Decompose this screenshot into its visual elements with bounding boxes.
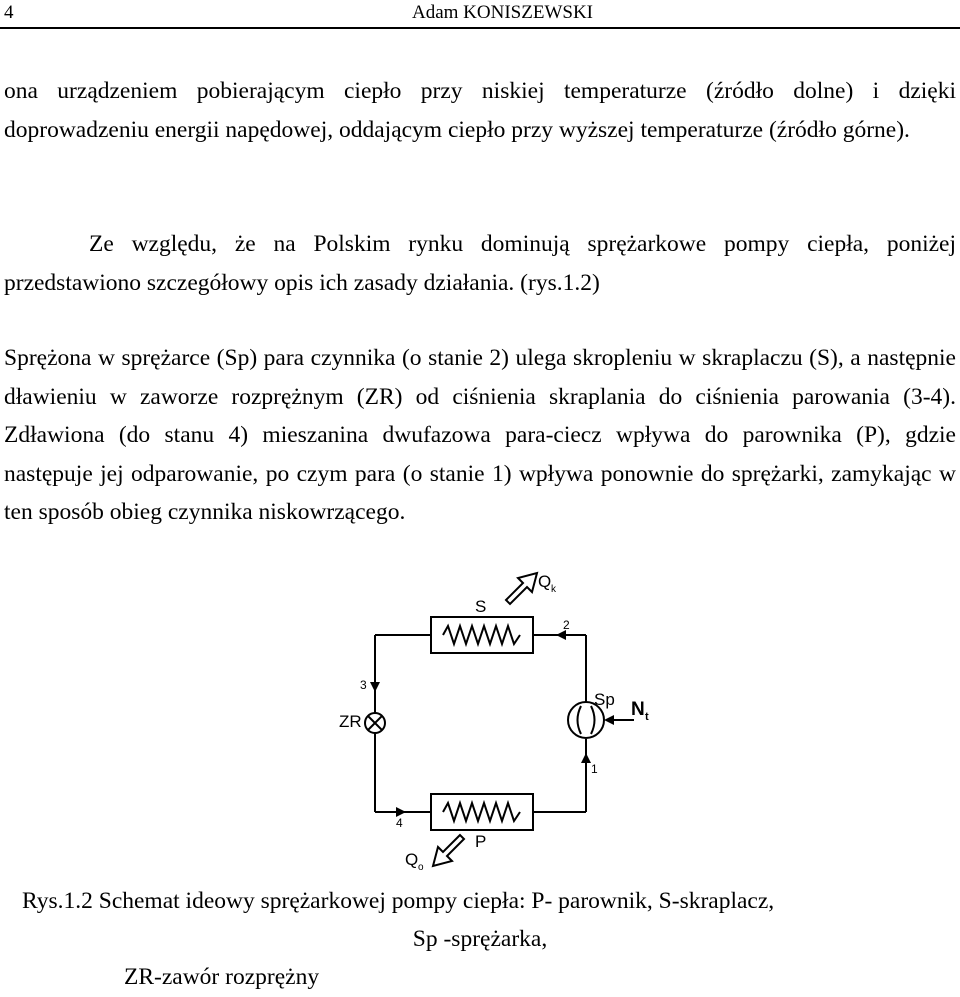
header-rule bbox=[0, 27, 960, 29]
flow-arrows bbox=[370, 630, 591, 817]
state-3-label: 3 bbox=[360, 678, 367, 692]
power-subscript: t bbox=[645, 711, 649, 723]
arrow-state-1-icon bbox=[581, 753, 591, 763]
running-head-author: Adam KONISZEWSKI bbox=[412, 2, 594, 23]
heat-in-arrow-icon bbox=[433, 835, 464, 866]
valve-label: ZR bbox=[339, 712, 362, 731]
state-2-label: 2 bbox=[563, 618, 570, 632]
condenser-label: S bbox=[475, 597, 487, 616]
heat-out-label: Q bbox=[538, 572, 552, 591]
paragraph-intro: ona urządzeniem pobierającym ciepło przy niskiej temperaturze (źródło dolne) i dzięki doprowadzeniu energii napędowej, oddającym ciepło przy wyższej temperaturze (źródło górne). bbox=[4, 78, 956, 143]
heat-in-label: Q bbox=[405, 850, 419, 869]
state-1-label: 1 bbox=[591, 762, 598, 776]
evaporator-label: P bbox=[475, 832, 487, 851]
power-label: N bbox=[631, 699, 645, 720]
state-4-label: 4 bbox=[396, 816, 403, 830]
heat-out-subscript: k bbox=[551, 584, 556, 595]
arrow-state-3-icon bbox=[370, 682, 380, 692]
caption-line-2: Sp -sprężarka, bbox=[412, 926, 548, 952]
power-input-arrow-icon bbox=[604, 715, 634, 725]
heat-out-arrow-icon bbox=[506, 573, 537, 604]
page-number: 4 bbox=[4, 2, 14, 23]
heat-in-subscript: o bbox=[418, 862, 424, 873]
heat-pump-schematic bbox=[330, 565, 660, 885]
evaporator bbox=[431, 794, 533, 830]
page-header bbox=[0, 0, 960, 30]
refrigerant-loop bbox=[375, 635, 586, 812]
paragraph-market: Ze względu, że na Polskim rynku dominują sprężarkowe pompy ciepła, poniżej przedstawiono szczegółowy opis ich zasady działania. (rys.1.2) bbox=[4, 231, 956, 296]
caption-line-1: Rys.1.2 Schemat ideowy sprężarkowej pompy ciepła: P- parownik, S-skraplacz, bbox=[22, 888, 775, 914]
condenser bbox=[431, 617, 533, 653]
compressor-label: Sp bbox=[594, 690, 615, 709]
paragraph-cycle-description: Sprężona w sprężarce (Sp) para czynnika (o stanie 2) ulega skropleniu w skraplaczu (S), a następnie dławieniu w zaworze rozprężnym (ZR) od ciśnienia skraplania do ciśnienia parowania (3-4). Zdławiona (do stanu 4) mieszanina dwufazowa para-ciecz wpływa do parownika (P), gdzie następuje jej odparowanie, po czym para (o stanie 1) wpływa ponownie do sprężarki, zamykając w ten sposób obieg czynnika niskowrzącego. bbox=[4, 345, 956, 525]
caption-line-3: ZR-zawór rozprężny bbox=[124, 964, 320, 990]
expansion-valve-icon bbox=[365, 713, 385, 733]
